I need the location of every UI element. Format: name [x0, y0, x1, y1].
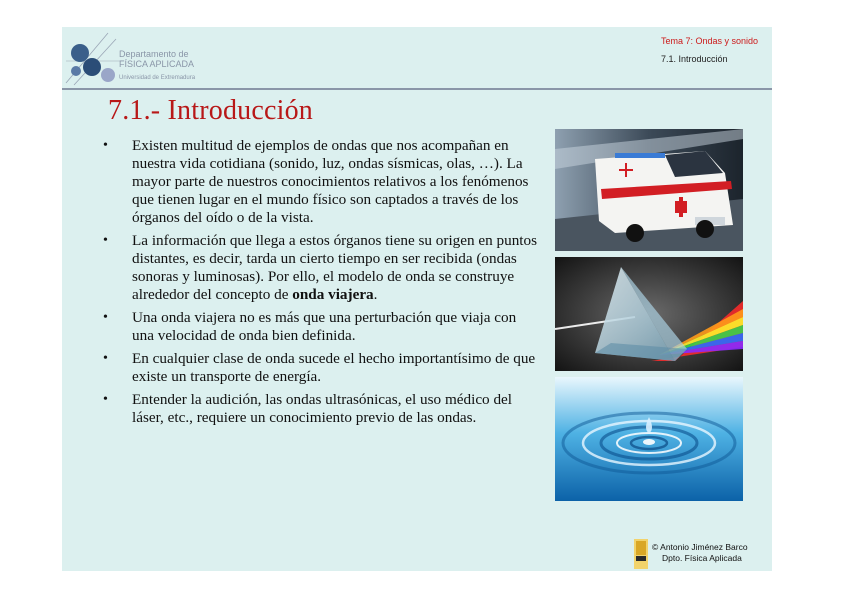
prism-spectrum-photo	[555, 257, 743, 371]
section-title: 7.1. Introducción	[660, 54, 728, 64]
header-rule	[62, 88, 772, 90]
bullet-dot: •	[103, 233, 108, 248]
logo-line-1: Departamento de	[119, 49, 189, 59]
department-logo	[64, 31, 214, 87]
bullet-dot: •	[103, 392, 108, 407]
bullet-text: La información que llega a estos órganos tiene su origen en puntos distantes, es decir, tarda un cierto tiempo en ser recibida (ondas sonoras y luminosas). Por ello, el modelo de onda se construye alrededor del concepto de	[132, 232, 538, 303]
ambulance-photo	[555, 129, 743, 251]
bullet-text-end: .	[373, 286, 378, 303]
slide-title: 7.1.- Introducción	[108, 95, 313, 126]
department-logo-text	[119, 49, 195, 83]
footer-department: Dpto. Física Aplicada	[662, 553, 742, 563]
bullet-text: En cualquier clase de onda sucede el hecho importantísimo de que existe un transporte de energía.	[132, 350, 536, 385]
topic-title: Tema 7: Ondas y sonido	[660, 36, 758, 46]
bullet-item	[100, 391, 540, 427]
footer-author: © Antonio Jiménez Barco	[652, 542, 748, 552]
slide-footer	[634, 537, 772, 571]
logo-line-3: Universidad de Extremadura	[119, 75, 196, 81]
university-logo	[634, 539, 648, 569]
bullet-list	[100, 137, 540, 432]
bullet-item	[100, 309, 540, 345]
footer-credit	[652, 542, 748, 564]
bullet-item	[100, 137, 540, 227]
bullet-bold-term: onda viajera	[292, 286, 374, 303]
bullet-text: Una onda viajera no es más que una perturbación que viaja con una velocidad de onda bien definida.	[132, 309, 517, 344]
bullet-dot: •	[103, 351, 108, 366]
logo-line-2: FÍSICA APLICADA	[119, 59, 195, 69]
bullet-dot: •	[103, 138, 108, 153]
university-logo-icon	[634, 539, 648, 569]
bullet-text: Entender la audición, las ondas ultrasónicas, el uso médico del láser, etc., requiere un conocimiento previo de las ondas.	[132, 391, 512, 426]
topic-header	[661, 35, 758, 65]
slide-header	[62, 27, 772, 89]
slide	[62, 27, 772, 571]
bullet-dot: •	[103, 310, 108, 325]
bullet-text: Existen multitud de ejemplos de ondas que nos acompañan en nuestra vida cotidiana (sonido, luz, ondas sísmicas, olas, …). La mayor parte de nuestros conocimientos relativos a los fenómenos que tienen lugar en el mundo físico son captados a través de los órganos del oído o de la vista.	[132, 137, 529, 226]
bullet-item	[100, 350, 540, 386]
bullet-item	[100, 232, 540, 304]
water-ripple-photo	[555, 377, 743, 501]
